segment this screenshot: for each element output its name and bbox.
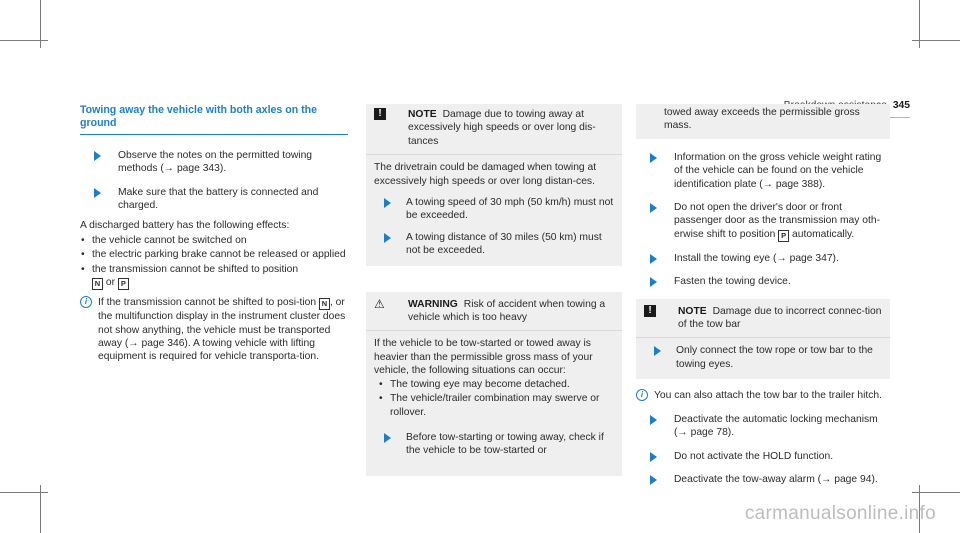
gear-p-icon: P bbox=[778, 230, 789, 242]
step-text: Information on the gross vehicle weight rating of the vehicle can be found on the vehicle identification plate (→ page 388). bbox=[674, 151, 882, 190]
bullet-text: the vehicle cannot be switched on bbox=[92, 235, 247, 247]
page-number: 345 bbox=[892, 100, 910, 111]
step-item bbox=[636, 473, 890, 486]
warning-triangle-icon: ⚠ bbox=[374, 296, 385, 311]
step-item bbox=[636, 151, 890, 191]
crop-mark bbox=[0, 492, 48, 493]
info-text: If the transmission cannot be shifted to posi-tion bbox=[98, 297, 317, 309]
box-text: towed away exceeds the permissible gross mass. bbox=[664, 107, 860, 132]
step-text: Do not open the driver's door or front passenger door as the transmission may oth-erwise shift to position bbox=[674, 202, 881, 240]
step-item bbox=[636, 252, 890, 265]
step-item bbox=[644, 344, 882, 371]
step-item bbox=[374, 196, 614, 223]
warning-body: If the vehicle to be tow-started or towed away is heavier than the permissible gross mass of your vehicle, the following situations can occur: bbox=[374, 338, 593, 377]
crop-mark bbox=[912, 40, 960, 41]
note-header bbox=[644, 305, 882, 332]
warning-header bbox=[374, 298, 614, 325]
step-item bbox=[80, 149, 348, 176]
warning-label: WARNING bbox=[408, 298, 458, 310]
step-text: Do not activate the HOLD function. bbox=[674, 450, 834, 462]
info-item bbox=[636, 389, 890, 402]
step-item bbox=[374, 231, 614, 258]
gear-p-icon: P bbox=[118, 278, 129, 290]
box-divider bbox=[366, 154, 622, 155]
note-header bbox=[374, 108, 614, 148]
step-text: Before tow-starting or towing away, check if the vehicle to be tow-started or bbox=[406, 431, 604, 457]
box-divider bbox=[366, 330, 622, 331]
gear-n-icon: N bbox=[92, 278, 103, 290]
arrow-icon bbox=[94, 188, 101, 198]
watermark: carmanualsonline.info bbox=[744, 503, 936, 524]
bullet-item: • The vehicle/trailer combination may swerve or rollover. bbox=[379, 393, 600, 418]
step-text: Deactivate the tow-away alarm (→ page 94). bbox=[674, 473, 878, 485]
step-text: Make sure that the battery is connected and charged. bbox=[118, 186, 319, 212]
info-text: You can also attach the tow bar to the trailer hitch. bbox=[654, 390, 883, 402]
bullet-text: The towing eye may become detached. bbox=[390, 378, 570, 390]
column-3 bbox=[636, 104, 890, 496]
info-text: , or the multifunction display in the instrument cluster does not show anything, the vehicle must be transported away (→ page 346). A towing vehicle with lifting equipment is required for vehicle transporta-tion. bbox=[98, 297, 346, 363]
note-label: NOTE bbox=[408, 109, 437, 120]
bullet-item: • the vehicle cannot be switched on bbox=[81, 235, 247, 247]
step-text: Observe the notes on the permitted towing methods (→ page 343). bbox=[118, 150, 313, 175]
step-item bbox=[374, 431, 614, 458]
bullet-text: the transmission cannot be shifted to position bbox=[92, 263, 299, 275]
arrow-icon bbox=[384, 198, 391, 208]
gear-n-icon: N bbox=[319, 298, 330, 310]
step-text: automatically. bbox=[789, 228, 855, 240]
crop-mark bbox=[912, 492, 960, 493]
step-text: A towing speed of 30 mph (50 km/h) must not be exceeded. bbox=[406, 197, 614, 222]
info-icon: i bbox=[80, 296, 92, 308]
note-label: NOTE bbox=[678, 305, 707, 317]
arrow-icon bbox=[650, 452, 657, 462]
note-body: The drivetrain could be damaged when towing at excessively high speeds or over long distan-ces. bbox=[374, 162, 597, 187]
intro-text: A discharged battery has the following effects: bbox=[80, 219, 290, 231]
section-heading: Towing away the vehicle with both axles on the ground bbox=[80, 104, 318, 129]
warning-box-continued bbox=[636, 104, 890, 139]
crop-mark bbox=[0, 40, 48, 41]
bullet-text: The vehicle/trailer combination may swerve or rollover. bbox=[390, 393, 600, 418]
warning-box bbox=[366, 292, 622, 476]
column-2 bbox=[366, 104, 622, 476]
bullet-item: • the electric parking brake cannot be released or applied bbox=[81, 249, 346, 261]
step-text: Fasten the towing device. bbox=[674, 276, 791, 288]
step-text: A towing distance of 30 miles (50 km) must not be exceeded. bbox=[406, 231, 602, 257]
step-item bbox=[80, 186, 348, 213]
step-text: Install the towing eye (→ page 347). bbox=[674, 252, 839, 264]
info-item bbox=[80, 296, 348, 364]
arrow-icon bbox=[650, 277, 657, 287]
note-title: Damage due to towing away at excessively high speeds or over long dis-tances bbox=[408, 109, 596, 147]
step-item bbox=[636, 450, 890, 463]
arrow-icon bbox=[650, 153, 657, 163]
arrow-icon bbox=[94, 151, 101, 161]
column-1 bbox=[80, 104, 348, 374]
step-text: Deactivate the automatic locking mechanism (→ page 78). bbox=[674, 413, 878, 439]
arrow-icon bbox=[650, 203, 657, 213]
exclamation-icon: ! bbox=[644, 305, 656, 317]
arrow-icon bbox=[654, 346, 661, 356]
box-divider bbox=[636, 337, 890, 338]
arrow-icon bbox=[650, 415, 657, 425]
heading-rule bbox=[80, 134, 348, 135]
note-box bbox=[636, 299, 890, 380]
arrow-icon bbox=[384, 233, 391, 243]
step-text: Only connect the tow rope or tow bar to the towing eyes. bbox=[676, 345, 873, 370]
note-title: Damage due to incorrect connec-tion of the tow bar bbox=[678, 305, 882, 331]
bullet-item: • The towing eye may become detached. bbox=[379, 378, 570, 390]
step-item bbox=[636, 413, 890, 440]
note-box bbox=[366, 104, 622, 266]
step-item bbox=[636, 275, 890, 288]
or-text: or bbox=[105, 277, 116, 289]
bullet-item: • the transmission cannot be shifted to position N or P bbox=[81, 263, 299, 289]
arrow-icon bbox=[384, 433, 391, 443]
arrow-icon bbox=[650, 475, 657, 485]
bullet-text: the electric parking brake cannot be released or applied bbox=[92, 249, 346, 261]
info-icon: i bbox=[636, 389, 648, 401]
exclamation-icon: ! bbox=[374, 108, 386, 120]
warning-title: Risk of accident when towing a vehicle which is too heavy bbox=[408, 298, 606, 324]
arrow-icon bbox=[650, 254, 657, 264]
step-item bbox=[636, 201, 890, 242]
